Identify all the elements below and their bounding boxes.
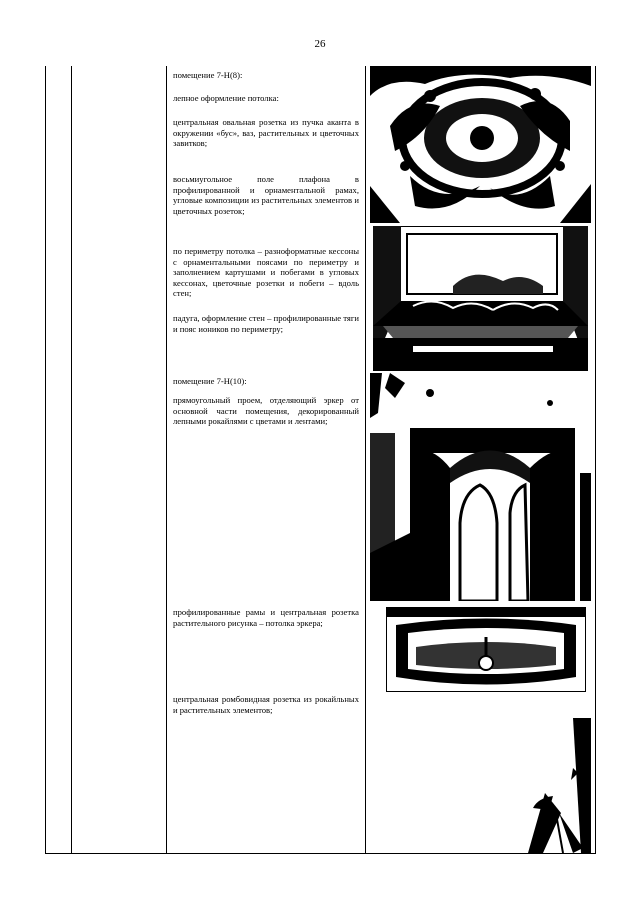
ceiling-decor-heading: лепное оформление потолка: bbox=[173, 93, 279, 103]
monument-description-table bbox=[45, 66, 596, 854]
column-divider-1 bbox=[71, 66, 72, 854]
table-border-right bbox=[595, 66, 596, 854]
table-border-bottom bbox=[45, 853, 596, 854]
cove-walls-description: падуга, оформление стен – профилированные тяги и пояс иоников по периметру; bbox=[173, 313, 359, 334]
bay-window-opening-photo bbox=[370, 373, 591, 601]
ceiling-oval-rosette-photo bbox=[370, 66, 591, 223]
rhomboid-rosette-photo bbox=[473, 718, 591, 853]
opening-description: прямоугольный проем, отделяющий эркер от основной части помещения, декорированный лепными рокайлями с цветами и лентами; bbox=[173, 395, 359, 427]
column-divider-2 bbox=[166, 66, 167, 854]
table-border-left bbox=[45, 66, 46, 854]
room-heading-7n8: помещение 7-Н(8): bbox=[173, 70, 243, 80]
ceiling-perimeter-coffers-photo bbox=[373, 226, 588, 371]
perimeter-coffers-description: по периметру потолка – разноформатные кессоны с орнаментальными поясами по периметру и заполнением картушами и побегами в угловых кессонах, цветочные розетки и побеги – вдоль стен; bbox=[173, 246, 359, 299]
page-number: 26 bbox=[314, 38, 326, 50]
bay-ceiling-rosette-photo bbox=[386, 607, 586, 692]
octagonal-field-description: восьмиугольное поле плафона в профилированной и орнаментальной рамах, угловые композиции из растительных элементов и цветочных розеток; bbox=[173, 174, 359, 216]
oval-rosette-description: центральная овальная розетка из пучка аканта в окружении «бус», ваз, растительных и цветочных завитков; bbox=[173, 117, 359, 149]
column-divider-3 bbox=[365, 66, 366, 854]
rhomboid-rosette-description: центральная ромбовидная розетка из рокайльных и растительных элементов; bbox=[173, 694, 359, 715]
room-heading-7n10: помещение 7-Н(10): bbox=[173, 376, 247, 386]
bay-ceiling-description: профилированные рамы и центральная розетка растительного рисунка – потолка эркера; bbox=[173, 607, 359, 628]
